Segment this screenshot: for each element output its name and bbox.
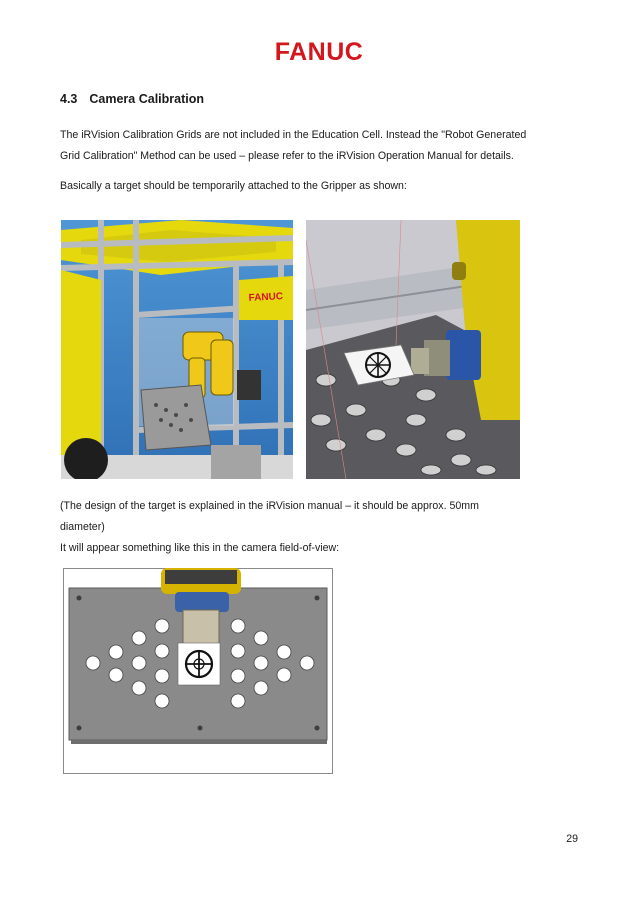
design-note-paragraph <box>60 496 580 538</box>
cell-overview-image <box>61 220 293 479</box>
section-number: 4.3 <box>60 92 78 106</box>
intro-line-1: The iRVision Calibration Grids are not included in the Education Cell. Instead the "Robot Generated <box>60 129 527 141</box>
target-paragraph: Basically a target should be temporarily attached to the Gripper as shown: <box>60 180 407 192</box>
design-note-line-1: (The design of the target is explained in the iRVision manual – it should be approx. 50mm <box>60 500 479 512</box>
camera-field-of-view-image <box>63 568 333 774</box>
design-note-line-2: diameter) <box>60 521 105 533</box>
section-title: Camera Calibration <box>89 92 205 106</box>
gripper-target-closeup-image <box>306 220 520 479</box>
page-number: 29 <box>566 833 578 845</box>
fanuc-logo: FANUC <box>274 38 364 66</box>
section-heading <box>60 92 204 106</box>
intro-line-2: Grid Calibration" Method can be used – please refer to the iRVision Operation Manual for details. <box>60 150 514 162</box>
intro-paragraph <box>60 125 580 167</box>
camera-view-paragraph: It will appear something like this in the camera field-of-view: <box>60 542 340 554</box>
cell-sign-text: FANUC <box>248 291 284 304</box>
